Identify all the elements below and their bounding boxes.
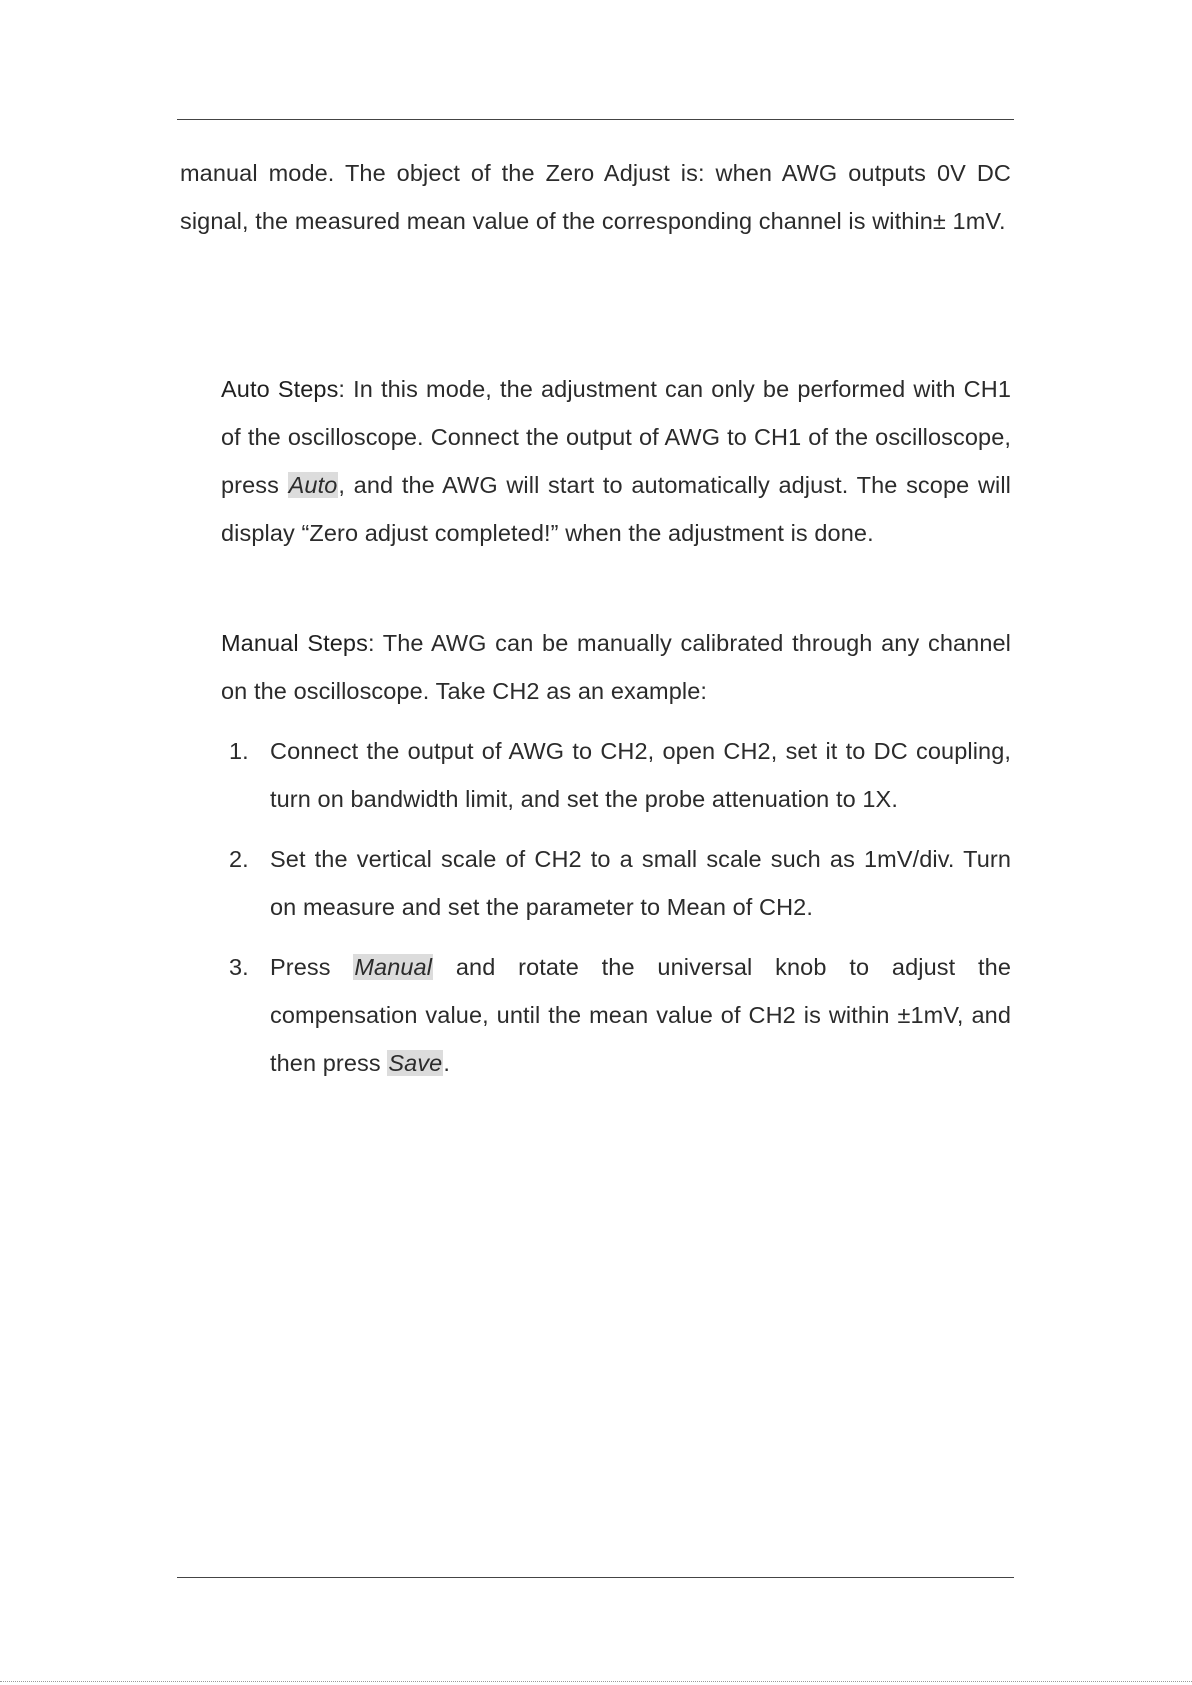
- manual-steps-paragraph: [221, 619, 1011, 715]
- manual-steps-text: : The AWG can be manually calibrated through any channel on the oscilloscope. Take CH2 as an example:: [221, 630, 1011, 704]
- auto-steps-text-tail: , and the AWG will start to automatically adjust. The scope will display “Zero adjust completed!” when the adjustment is done.: [221, 472, 1011, 546]
- step-text: Set the vertical scale of CH2 to a small scale such as 1mV/div. Turn on measure and set the parameter to Mean of CH2.: [270, 846, 1011, 920]
- step-number: 1.: [229, 738, 249, 764]
- manual-key-label: Manual: [354, 954, 433, 980]
- auto-steps-label: Auto Steps: [221, 376, 339, 402]
- save-key-label: Save: [388, 1050, 443, 1076]
- manual-steps-list: [221, 727, 1011, 1099]
- list-item: [221, 727, 1011, 823]
- footer-rule: [177, 1577, 1014, 1578]
- list-item: [221, 943, 1011, 1087]
- step-number: 3.: [229, 954, 249, 980]
- auto-steps-paragraph: [221, 365, 1011, 557]
- intro-paragraph: [180, 149, 1011, 245]
- step-text-tail: .: [443, 1050, 450, 1076]
- page-edge-dotted-line: [0, 1681, 1192, 1682]
- auto-key-label: Auto: [288, 472, 338, 498]
- list-item: [221, 835, 1011, 931]
- step-text-middle: and rotate the universal knob to adjust the compensation value, until the mean value of CH2 is within ±1mV, and then press: [270, 954, 1011, 1076]
- intro-text: manual mode. The object of the Zero Adjust is: when AWG outputs 0V DC signal, the measured mean value of the corresponding channel is within± 1mV.: [180, 160, 1011, 234]
- step-text: Connect the output of AWG to CH2, open CH2, set it to DC coupling, turn on bandwidth limit, and set the probe attenuation to 1X.: [270, 738, 1011, 812]
- manual-steps-label: Manual Steps: [221, 630, 368, 656]
- step-number: 2.: [229, 846, 249, 872]
- auto-steps-text: : In this mode, the adjustment can only be performed with CH1 of the oscilloscope. Connect the output of AWG to CH1 of the oscilloscope, press: [221, 376, 1011, 498]
- step-text: Press: [270, 954, 354, 980]
- header-rule: [177, 119, 1014, 120]
